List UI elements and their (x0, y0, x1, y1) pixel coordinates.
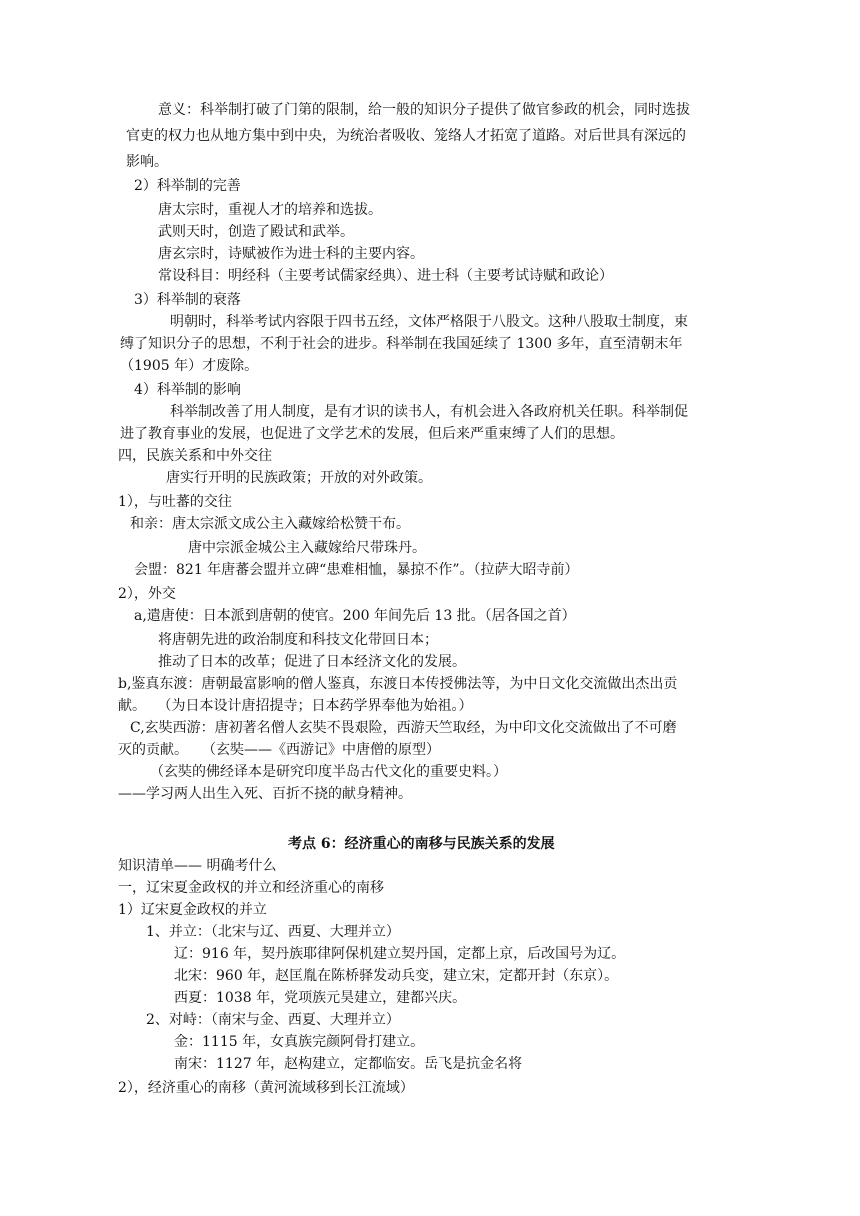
text-line: 科举制改善了用人制度，是有才识的读书人，有机会进入各政府机关任职。科举制促 (170, 404, 688, 420)
text-line: 2、对峙：（南宋与金、西夏、大理并立） (146, 1012, 400, 1028)
section-title: 考点 6：经济重心的南移与民族关系的发展 (288, 836, 555, 852)
text-line: 进了教育事业的发展，也促进了文学艺术的发展，但后来严重束缚了人们的思想。 (120, 426, 624, 442)
text-line: a,遣唐使：日本派到唐朝的使官。200 年间先后 13 批。（居各国之首） (134, 608, 576, 624)
text-line: 1、并立：（北宋与辽、西夏、大理并立） (146, 924, 400, 940)
text-line: 唐玄宗时，诗赋被作为进士科的主要内容。 (158, 246, 424, 262)
text-line: 明朝时，科举考试内容限于四书五经，文体严格限于八股文。这种八股取士制度，束 (170, 314, 688, 330)
text-line: 南宋：1127 年，赵构建立，定都临安。岳飞是抗金名将 (174, 1056, 523, 1072)
text-line: （1905 年）才废除。 (120, 358, 259, 374)
text-line: 和亲：唐太宗派文成公主入藏嫁给松赞干布。 (130, 516, 410, 532)
text-line: 唐太宗时，重视人才的培养和选拔。 (158, 202, 382, 218)
text-line: 官吏的权力也从地方集中到中央，为统治者吸收、笼络人才拓宽了道路。对后世具有深远的 (126, 128, 686, 144)
text-line: 会盟：821 年唐蕃会盟并立碑“患难相恤，暴掠不作”。（拉萨大昭寺前） (134, 562, 579, 578)
text-line: 武则天时，创造了殿试和武举。 (158, 224, 354, 240)
text-line: 金：1115 年，女真族完颜阿骨打建立。 (174, 1034, 425, 1050)
text-line: 常设科目：明经科（主要考试儒家经典）、进士科（主要考试诗赋和政论） (158, 268, 613, 284)
section-heading: 一，辽宋夏金政权的并立和经济重心的南移 (118, 880, 384, 896)
text-line: 西夏：1038 年，党项族元昊建立，建都兴庆。 (174, 990, 467, 1006)
section-heading: 2），经济重心的南移（黄河流域移到长江流域） (118, 1080, 414, 1096)
section-heading: 2）科举制的完善 (134, 178, 241, 194)
text-line: 知识清单—— 明确考什么 (118, 858, 277, 874)
section-heading: 3）科举制的衰落 (134, 292, 241, 308)
text-line: 意义：科举制打破了门第的限制，给一般的知识分子提供了做官参政的机会，同时选拔 (158, 102, 690, 118)
section-heading: 4）科举制的影响 (134, 382, 241, 398)
section-heading: 1），与吐蕃的交往 (118, 494, 232, 510)
text-line: ——学习两人出生入死、百折不挠的献身精神。 (118, 786, 412, 802)
text-line: 北宋：960 年，赵匡胤在陈桥驿发动兵变，建立宋，定都开封（东京）。 (174, 968, 619, 984)
text-line: 唐中宗派金城公主入藏嫁给尺带珠丹。 (188, 540, 426, 556)
text-line: 唐实行开明的民族政策；开放的对外政策。 (166, 470, 432, 486)
text-line: C,玄奘西游：唐初著名僧人玄奘不畏艰险，西游天竺取经，为中印文化交流做出了不可磨 (130, 720, 677, 736)
text-line: 缚了知识分子的思想，不利于社会的进步。科举制在我国延续了 1300 多年，直至清朝末年 (120, 336, 683, 352)
text-line: 献。 （为日本设计唐招提寺；日本药学界奉他为始祖。） (118, 698, 473, 714)
section-heading: 2），外交 (118, 586, 176, 602)
text-line: 影响。 (126, 154, 168, 170)
text-line: 将唐朝先进的政治制度和科技文化带回日本； (158, 632, 438, 648)
text-line: b,鉴真东渡：唐朝最富影响的僧人鉴真，东渡日本传授佛法等，为中日文化交流做出杰出贡 (118, 676, 678, 692)
section-heading: 四，民族关系和中外交往 (118, 448, 272, 464)
text-line: 推动了日本的改革；促进了日本经济文化的发展。 (158, 654, 466, 670)
text-line: 灭的贡献。 （玄奘——《西游记》中唐僧的原型） (118, 742, 440, 758)
text-line: 辽：916 年，契丹族耶律阿保机建立契丹国，定都上京，后改国号为辽。 (174, 946, 626, 962)
text-line: （玄奘的佛经译本是研究印度半岛古代文化的重要史料。） (150, 764, 507, 780)
section-heading: 1）辽宋夏金政权的并立 (118, 902, 267, 918)
